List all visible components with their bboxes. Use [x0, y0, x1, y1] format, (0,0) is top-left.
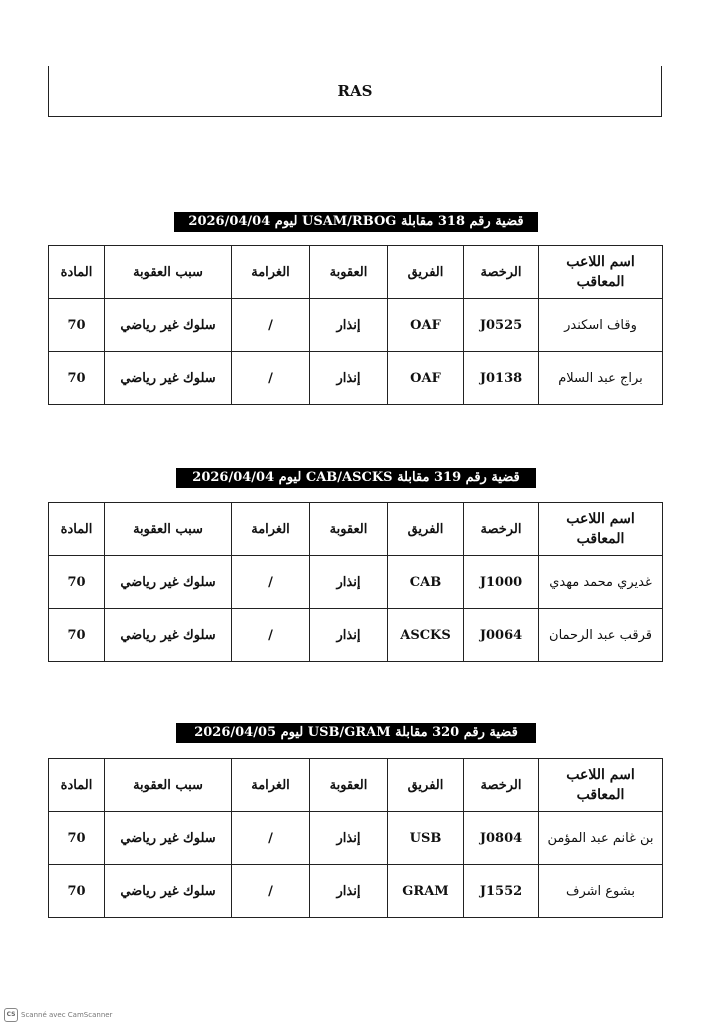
header-name: اسم اللاعب المعاقب	[539, 503, 663, 556]
player-fine: /	[232, 812, 310, 865]
header-name: اسم اللاعب المعاقب	[539, 246, 663, 299]
table-header-row	[49, 503, 663, 556]
header-reason: سبب العقوبة	[105, 503, 232, 556]
header-team: الفريق	[388, 246, 464, 299]
header-reason: سبب العقوبة	[105, 759, 232, 812]
player-fine: /	[232, 556, 310, 609]
player-license: J0064	[464, 609, 539, 662]
player-article: 70	[49, 609, 105, 662]
case-match: USAM/RBOG	[301, 214, 397, 229]
player-license: J1552	[464, 865, 539, 918]
case-title-320	[176, 723, 536, 743]
player-team: ASCKS	[388, 609, 464, 662]
player-sanction: إنذار	[310, 556, 388, 609]
player-team: CAB	[388, 556, 464, 609]
player-license: J0138	[464, 352, 539, 405]
header-sanction: العقوبة	[310, 246, 388, 299]
table-header-row	[49, 759, 663, 812]
player-team: USB	[388, 812, 464, 865]
case-day-label: ليوم	[274, 214, 298, 229]
player-sanction: إنذار	[310, 865, 388, 918]
player-article: 70	[49, 812, 105, 865]
player-fine: /	[232, 865, 310, 918]
case-title-319	[176, 468, 536, 488]
player-team: OAF	[388, 299, 464, 352]
sanctions-table-319	[48, 502, 663, 662]
camscanner-logo: CS	[4, 1008, 18, 1022]
ras-box	[48, 66, 662, 117]
header-sanction: العقوبة	[310, 759, 388, 812]
player-fine: /	[232, 299, 310, 352]
header-reason: سبب العقوبة	[105, 246, 232, 299]
case-date: 2026/04/04	[188, 214, 271, 229]
player-name: بن غانم عبد المؤمن	[539, 812, 663, 865]
player-sanction: إنذار	[310, 812, 388, 865]
table-row	[49, 609, 663, 662]
player-name: براج عبد السلام	[539, 352, 663, 405]
case-match: CAB/ASCKS	[305, 470, 393, 485]
sanctions-table-320	[48, 758, 663, 918]
player-reason: سلوك غير رياضي	[105, 812, 232, 865]
header-article: المادة	[49, 246, 105, 299]
player-reason: سلوك غير رياضي	[105, 352, 232, 405]
player-license: J0525	[464, 299, 539, 352]
header-sanction: العقوبة	[310, 503, 388, 556]
player-sanction: إنذار	[310, 352, 388, 405]
case-day-label: ليوم	[278, 470, 302, 485]
header-fine: الغرامة	[232, 503, 310, 556]
player-fine: /	[232, 609, 310, 662]
table-row	[49, 352, 663, 405]
header-team: الفريق	[388, 503, 464, 556]
header-license: الرخصة	[464, 759, 539, 812]
player-article: 70	[49, 352, 105, 405]
case-title-318	[174, 212, 538, 232]
player-license: J0804	[464, 812, 539, 865]
table-row	[49, 812, 663, 865]
header-team: الفريق	[388, 759, 464, 812]
case-date: 2026/04/04	[192, 470, 275, 485]
header-license: الرخصة	[464, 246, 539, 299]
case-title-prefix: قضية رقم 319 مقابلة	[397, 470, 520, 485]
header-article: المادة	[49, 503, 105, 556]
case-match: USB/GRAM	[307, 725, 391, 740]
case-day-label: ليوم	[280, 725, 304, 740]
player-reason: سلوك غير رياضي	[105, 865, 232, 918]
table-row	[49, 299, 663, 352]
ras-text: RAS	[337, 82, 373, 100]
case-date: 2026/04/05	[194, 725, 277, 740]
player-team: GRAM	[388, 865, 464, 918]
player-reason: سلوك غير رياضي	[105, 299, 232, 352]
player-name: بشوع اشرف	[539, 865, 663, 918]
player-article: 70	[49, 865, 105, 918]
table-row	[49, 865, 663, 918]
scanner-footer	[4, 1008, 112, 1022]
table-row	[49, 556, 663, 609]
case-title-prefix: قضية رقم 320 مقابلة	[395, 725, 518, 740]
player-license: J1000	[464, 556, 539, 609]
scanner-footer-text: Scanné avec CamScanner	[21, 1011, 113, 1019]
header-article: المادة	[49, 759, 105, 812]
header-fine: الغرامة	[232, 246, 310, 299]
player-name: وقاف اسكندر	[539, 299, 663, 352]
player-team: OAF	[388, 352, 464, 405]
player-name: قرقب عبد الرحمان	[539, 609, 663, 662]
header-fine: الغرامة	[232, 759, 310, 812]
header-license: الرخصة	[464, 503, 539, 556]
player-sanction: إنذار	[310, 299, 388, 352]
player-name: غديري محمد مهدي	[539, 556, 663, 609]
header-name: اسم اللاعب المعاقب	[539, 759, 663, 812]
case-title-prefix: قضية رقم 318 مقابلة	[400, 214, 524, 229]
player-reason: سلوك غير رياضي	[105, 609, 232, 662]
table-header-row	[49, 246, 663, 299]
player-article: 70	[49, 299, 105, 352]
player-sanction: إنذار	[310, 609, 388, 662]
player-fine: /	[232, 352, 310, 405]
player-article: 70	[49, 556, 105, 609]
sanctions-table-318	[48, 245, 663, 405]
player-reason: سلوك غير رياضي	[105, 556, 232, 609]
